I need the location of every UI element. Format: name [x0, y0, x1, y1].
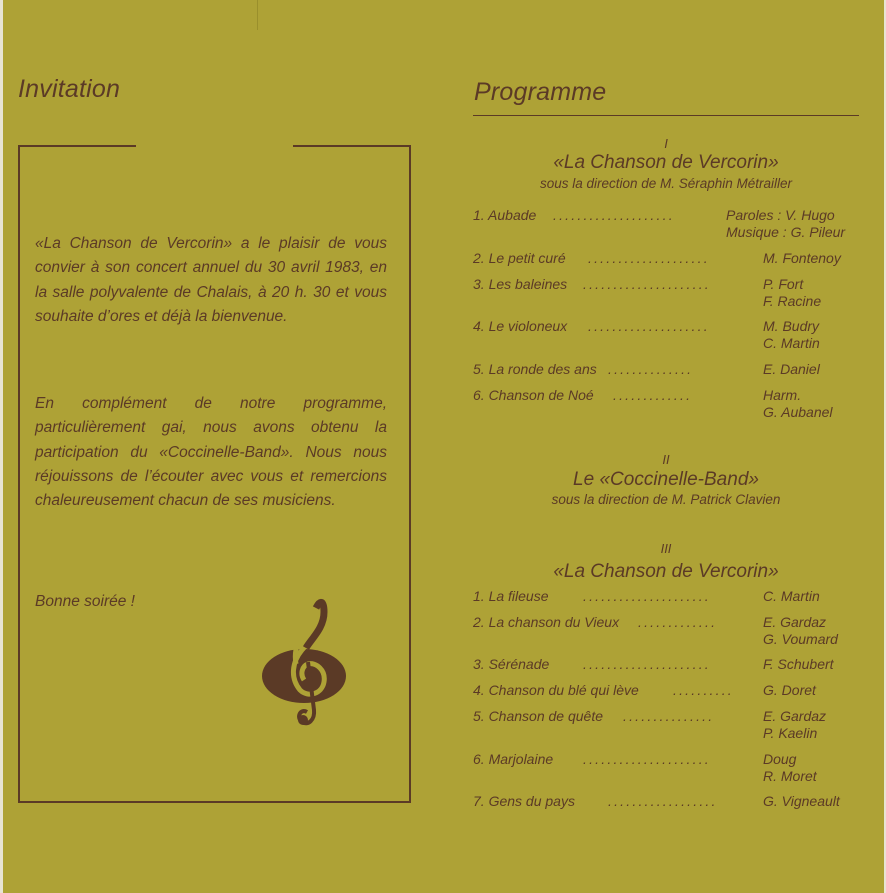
item-author: G. Voumard — [763, 631, 838, 647]
section-numeral: III — [660, 541, 672, 556]
section-numeral: I — [664, 136, 668, 151]
leader-dots: ..................... — [583, 751, 711, 767]
leader-dots: .................. — [608, 793, 718, 809]
item-author: G. Aubanel — [763, 404, 833, 420]
item-title: 1. Aubade — [473, 207, 537, 223]
item-title: 5. La ronde des ans — [473, 361, 597, 377]
leader-dots: .................... — [553, 207, 675, 223]
item-title: 2. La chanson du Vieux — [473, 614, 620, 630]
box-border — [18, 801, 411, 803]
item-author: Harm. — [763, 387, 802, 403]
item-title: 4. Le violoneux — [473, 318, 568, 334]
leader-dots: ............. — [638, 614, 718, 630]
leader-dots: ............. — [613, 387, 693, 403]
box-border — [18, 145, 136, 147]
section-title: Le «Coccinelle-Band» — [573, 469, 759, 490]
leader-dots: ............... — [623, 708, 715, 724]
closing-text: Bonne soirée ! — [35, 593, 135, 610]
leader-dots: ..................... — [583, 588, 711, 604]
box-border — [409, 145, 411, 802]
invitation-paragraph: «La Chanson de Vercorin» a le plaisir de vous convier à son concert annuel du 30 avril 1983, en la salle polyvalente de Chalais, à 20 h. 30 et vous souhaite d’ores et déjà la bienvenue. — [35, 235, 387, 325]
item-author: C. Martin — [763, 588, 820, 604]
box-border — [18, 145, 20, 802]
item-author: E. Daniel — [763, 361, 820, 377]
fold-crease — [257, 0, 258, 30]
item-author: P. Kaelin — [763, 725, 818, 741]
leader-dots: .................... — [588, 250, 710, 266]
item-title: 3. Les baleines — [473, 276, 568, 292]
item-title: 5. Chanson de quête — [473, 708, 603, 724]
title-rule — [473, 115, 859, 116]
item-title: 1. La fileuse — [473, 588, 549, 604]
item-author: F. Racine — [763, 293, 822, 309]
item-author: R. Moret — [763, 768, 817, 784]
item-author: G. Doret — [763, 682, 816, 698]
leader-dots: ..................... — [583, 656, 711, 672]
leader-dots: .................... — [588, 318, 710, 334]
section-subtitle: sous la direction de M. Patrick Clavien — [551, 492, 781, 507]
item-author: Paroles : V. Hugo — [726, 207, 835, 223]
section-title: «La Chanson de Vercorin» — [553, 561, 779, 582]
leader-dots: .............. — [608, 361, 694, 377]
item-title: 3. Sérénade — [473, 656, 550, 672]
paper-edge — [0, 0, 3, 893]
item-author: Musique : G. Pileur — [726, 224, 846, 240]
invitation-paragraph: En complément de notre programme, particulièrement gai, nous avons obtenu la participation du «Coccinelle-Band». Nous nous réjouissons de l’écouter avec vous et remercions chaleureusement chacun de ses musiciens. — [35, 395, 387, 510]
leader-dots: ..................... — [583, 276, 711, 292]
item-author: C. Martin — [763, 335, 820, 351]
item-title: 6. Marjolaine — [473, 751, 554, 767]
item-author: P. Fort — [763, 276, 804, 292]
leader-dots: .......... — [673, 682, 734, 698]
box-border — [293, 145, 411, 147]
item-author: E. Gardaz — [763, 708, 827, 724]
item-author: M. Fontenoy — [763, 250, 841, 266]
item-author: F. Schubert — [763, 656, 834, 672]
item-author: M. Budry — [763, 318, 820, 334]
item-title: 2. Le petit curé — [473, 250, 566, 266]
item-author: G. Vigneault — [763, 793, 840, 809]
treble-clef-icon — [262, 598, 348, 738]
item-title: 7. Gens du pays — [473, 793, 575, 809]
section-title: «La Chanson de Vercorin» — [553, 152, 779, 173]
invitation-title: Invitation — [18, 75, 121, 103]
section-subtitle: sous la direction de M. Séraphin Métrailler — [539, 176, 793, 191]
item-author: E. Gardaz — [763, 614, 827, 630]
item-title: 6. Chanson de Noé — [473, 387, 594, 403]
section-numeral: II — [662, 452, 670, 467]
item-author: Doug — [763, 751, 797, 767]
programme-title: Programme — [474, 78, 607, 106]
item-title: 4. Chanson du blé qui lève — [473, 682, 639, 698]
